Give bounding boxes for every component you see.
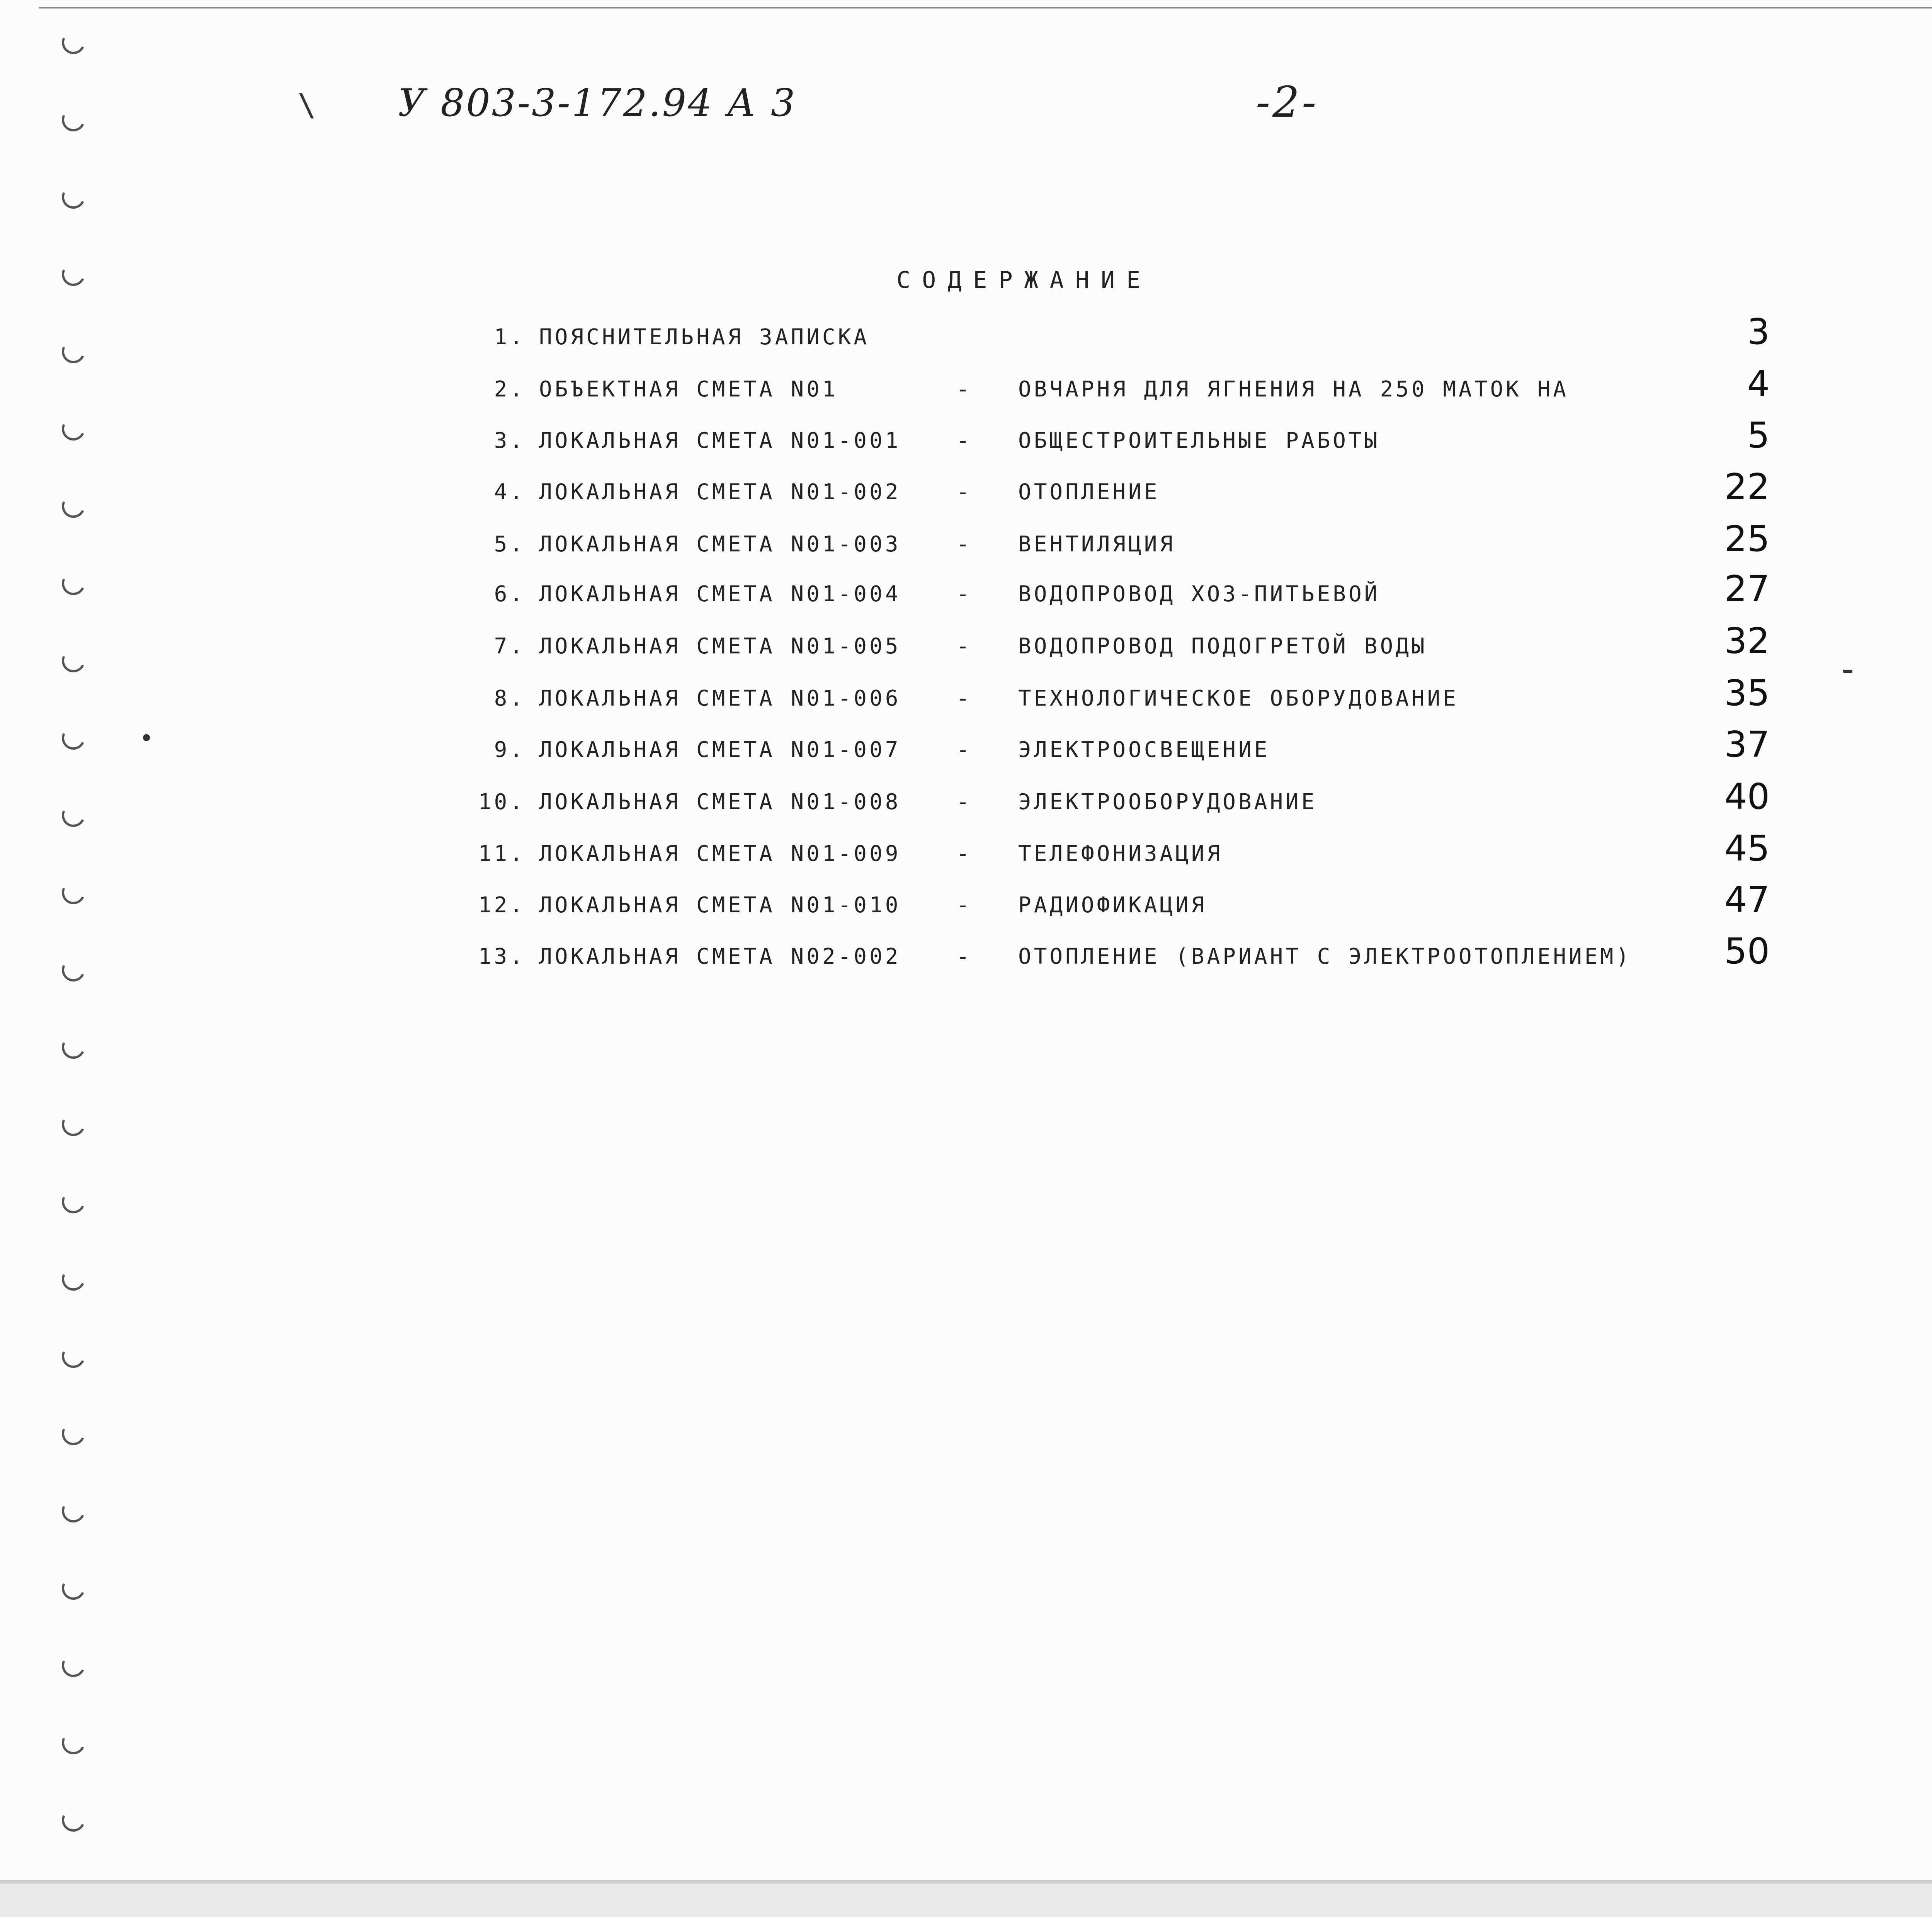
toc-row-dash: - <box>956 789 972 815</box>
toc-row <box>0 361 1816 408</box>
toc-row-page: 35 <box>1724 672 1770 714</box>
toc-row-page: 5 <box>1747 415 1770 456</box>
toc-row-document: ПОЯСНИТЕЛЬНАЯ ЗАПИСКА <box>539 325 870 350</box>
toc-row-dash: - <box>956 686 972 711</box>
feed-hole <box>59 1573 88 1603</box>
toc-row-number: 11. <box>478 841 526 866</box>
toc-row-number: 9. <box>494 737 526 762</box>
toc-row-page: 3 <box>1747 311 1770 352</box>
toc-row-dash: - <box>956 532 972 557</box>
feed-hole <box>59 1187 88 1217</box>
toc-row <box>0 309 1816 356</box>
toc-row-page: 50 <box>1724 930 1770 972</box>
toc-row-title: ОВЧАРНЯ ДЛЯ ЯГНЕНИЯ НА 250 МАТОК НА <box>1018 377 1569 402</box>
toc-row-document: ЛОКАЛЬНАЯ СМЕТА N01-005 <box>539 634 901 659</box>
toc-row-number: 13. <box>478 944 526 969</box>
toc-row <box>0 566 1816 612</box>
feed-hole <box>59 1419 88 1449</box>
toc-row-title: РАДИОФИКАЦИЯ <box>1018 893 1207 918</box>
toc-row-number: 6. <box>494 582 526 607</box>
toc-row-page: 27 <box>1724 568 1770 609</box>
toc-row-page: 47 <box>1724 879 1770 920</box>
toc-row-title: ОТОПЛЕНИЕ <box>1018 480 1160 505</box>
page-number: -2- <box>1256 77 1319 127</box>
toc-row-title: ВОДОПРОВОД ХОЗ-ПИТЬЕВОЙ <box>1018 582 1380 607</box>
toc-row-page: 22 <box>1724 466 1770 507</box>
document-code: У 803-3-172.94 А 3 <box>398 81 797 125</box>
sheet-top-edge <box>39 7 1932 9</box>
toc-row <box>0 464 1816 510</box>
toc-row-title: ЭЛЕКТРООСВЕЩЕНИЕ <box>1018 737 1270 762</box>
toc-row-title: ТЕЛЕФОНИЗАЦИЯ <box>1018 841 1223 866</box>
feed-hole <box>59 1342 88 1371</box>
feed-hole <box>59 1496 88 1526</box>
toc-row-title: ВЕНТИЛЯЦИЯ <box>1018 532 1176 557</box>
feed-hole <box>59 1651 88 1681</box>
toc-row-dash: - <box>956 582 972 607</box>
toc-row-document: ЛОКАЛЬНАЯ СМЕТА N01-010 <box>539 893 901 918</box>
toc-row-document: ЛОКАЛЬНАЯ СМЕТА N01-006 <box>539 686 901 711</box>
feed-hole <box>59 105 88 135</box>
toc-row <box>0 877 1816 924</box>
feed-hole <box>59 1032 88 1062</box>
toc-row-page: 25 <box>1724 518 1770 560</box>
toc-row-page: 4 <box>1747 363 1770 405</box>
toc-row-dash: - <box>956 944 972 969</box>
toc-row <box>0 413 1816 459</box>
toc-row <box>0 618 1816 665</box>
toc-row-document: ЛОКАЛЬНАЯ СМЕТА N01-001 <box>539 428 901 453</box>
toc-row-page: 32 <box>1724 620 1770 662</box>
toc-row-document: ОБЪЕКТНАЯ СМЕТА N01 <box>539 377 838 402</box>
feed-hole <box>59 1110 88 1140</box>
toc-row-title: ТЕХНОЛОГИЧЕСКОЕ ОБОРУДОВАНИЕ <box>1018 686 1459 711</box>
toc-row-dash: - <box>956 634 972 659</box>
feed-hole <box>59 1728 88 1758</box>
toc-row-number: 5. <box>494 532 526 557</box>
toc-row-page: 40 <box>1724 776 1770 817</box>
toc-row-dash: - <box>956 480 972 505</box>
toc-row-title: ВОДОПРОВОД ПОДОГРЕТОЙ ВОДЫ <box>1018 634 1427 659</box>
toc-row-dash: - <box>956 893 972 918</box>
toc-row-number: 8. <box>494 686 526 711</box>
toc-row-title: ЭЛЕКТРООБОРУДОВАНИЕ <box>1018 789 1317 815</box>
toc-row <box>0 722 1816 768</box>
feed-hole <box>59 1805 88 1835</box>
toc-row-document: ЛОКАЛЬНАЯ СМЕТА N01-009 <box>539 841 901 866</box>
toc-row <box>0 826 1816 872</box>
toc-row-document: ЛОКАЛЬНАЯ СМЕТА N01-007 <box>539 737 901 762</box>
toc-row-dash: - <box>956 841 972 866</box>
feed-hole <box>59 1264 88 1294</box>
feed-hole <box>59 260 88 289</box>
toc-row-number: 4. <box>494 480 526 505</box>
toc-row <box>0 516 1816 563</box>
toc-row-page: 45 <box>1724 828 1770 869</box>
toc-row-number: 1. <box>494 325 526 350</box>
toc-row-dash: - <box>956 428 972 453</box>
toc-row-title: ОБЩЕСТРОИТЕЛЬНЫЕ РАБОТЫ <box>1018 428 1380 453</box>
toc-row <box>0 929 1816 975</box>
toc-row-document: ЛОКАЛЬНАЯ СМЕТА N01-003 <box>539 532 901 557</box>
feed-hole <box>59 182 88 212</box>
toc-row <box>0 670 1816 717</box>
toc-row-document: ЛОКАЛЬНАЯ СМЕТА N01-004 <box>539 582 901 607</box>
toc-title: СОДЕРЖАНИЕ <box>896 267 1152 294</box>
toc-row-number: 7. <box>494 634 526 659</box>
toc-row-number: 3. <box>494 428 526 453</box>
toc-row-dash: - <box>956 737 972 762</box>
toc-row-number: 10. <box>478 789 526 815</box>
toc-row-document: ЛОКАЛЬНАЯ СМЕТА N02-002 <box>539 944 901 969</box>
toc-row-document: ЛОКАЛЬНАЯ СМЕТА N01-002 <box>539 480 901 505</box>
toc-row-dash: - <box>956 377 972 402</box>
header-mark: \ <box>298 87 316 123</box>
toc-row-document: ЛОКАЛЬНАЯ СМЕТА N01-008 <box>539 789 901 815</box>
toc-row-number: 2. <box>494 377 526 402</box>
scan-speck <box>143 734 150 741</box>
toc-row <box>0 774 1816 820</box>
feed-hole <box>59 28 88 58</box>
toc-row-page: 37 <box>1724 724 1770 765</box>
toc-row-number: 12. <box>478 893 526 918</box>
toc-row-title: ОТОПЛЕНИЕ (ВАРИАНТ С ЭЛЕКТРООТОПЛЕНИЕМ) <box>1018 944 1632 969</box>
scan-speck <box>1843 670 1852 673</box>
